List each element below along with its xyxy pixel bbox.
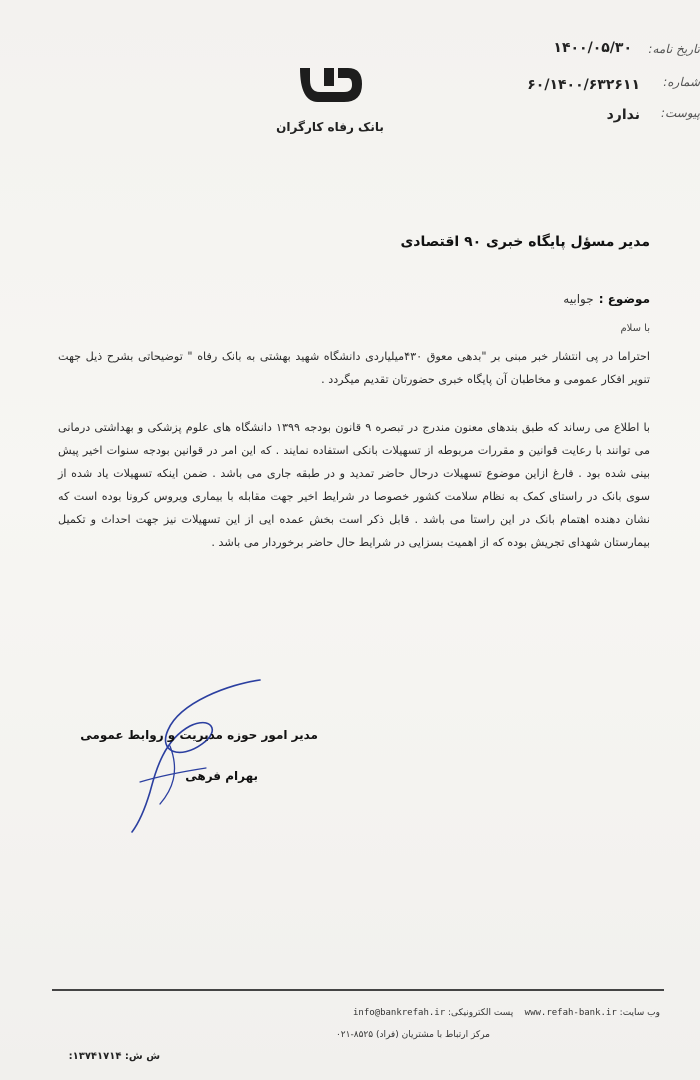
subject-line — [420, 288, 650, 307]
contact-center: مرکز ارتباط با مشتریان (فراد) ۸۵۲۵-۰۲۱ — [335, 1030, 490, 1040]
footer-divider — [52, 989, 664, 991]
bank-logo-mark-icon — [290, 58, 372, 108]
recipient: مدیر مسؤل پایگاه خبری ۹۰ اقتصادی — [400, 234, 650, 250]
body-paragraph-1: احتراما در پی انتشار خبر مبنی بر "بدهی معوق ۴۳۰میلیاردی دانشگاه شهید بهشتی به بانک رفاه " توضیحاتی بشرح ذیل جهت تنویر افکار عمومی و مخاطبان آن پایگاه خبری حضورتان تقدیم میگردد . — [58, 350, 650, 386]
body-paragraph-2: با اطلاع می رساند که طبق بندهای معنون مندرج در تبصره ۹ قانون بودجه ۱۳۹۹ دانشگاه های علوم پزشکی و بهداشتی درمانی می توانند با رعایت قوانین و مقررات مربوطه از تسهیلات بانکی استفاده نمایند . که این امر در قوانین بودجه سنوات اخیر پیش بینی شده بود . فارغ ازاین موضوع تسهیلات درحال حاضر تمدید و در طبقه جاری می باشد . ضمن اینکه تسهیلات یاد شده از سوی بانک در راستای کمک به نظام سلامت کشور خصوصا در شرایط اخیر جهت مقابله با بیماری ویروس کرونا بوده است که نشان دهنده اهتمام بانک در این راستا می باشد . قابل ذکر است بخش عمده ایی از این تسهیلات نیز جهت احداث و تکمیل بیمارستان شهدای تجریش بوده که از اهمیت بسزایی در شرایط حال حاضر برخوردار می باشد . — [58, 421, 650, 549]
archive-code: ش ش: ۱۳۷۴۱۷۱۴: — [68, 1051, 160, 1062]
date-value: ۱۴۰۰/۰۵/۳۰ — [553, 40, 632, 56]
signature-scribble — [110, 672, 270, 842]
date-label: تاریخ نامه: — [648, 42, 700, 56]
footer-contact-row — [190, 1008, 660, 1018]
handwritten-signature-icon — [110, 672, 270, 842]
bank-name: بانک رفاه کارگران — [276, 120, 384, 134]
subject-value: جوابیه — [563, 292, 594, 306]
signer-name: بهرام فرهی — [185, 769, 258, 783]
email-link[interactable]: info@bankrefah.ir — [353, 1008, 446, 1018]
signer-title: مدیر امور حوزه مدیریت و روابط عمومی — [80, 728, 318, 742]
attachment-label: پیوست: — [660, 106, 700, 120]
number-value: ۶۰/۱۴۰۰/۶۳۲۶۱۱ — [527, 77, 640, 93]
number-label: شماره: — [663, 75, 700, 89]
bank-logo — [290, 58, 372, 108]
attachment-value: ندارد — [606, 107, 640, 123]
salutation: با سلام — [620, 323, 650, 334]
website-link[interactable]: www.refah-bank.ir — [524, 1008, 617, 1018]
website-label: وب سایت: — [619, 1008, 660, 1018]
email-label: پست الکترونیکی: — [448, 1008, 514, 1018]
subject-label: موضوع : — [598, 292, 650, 306]
